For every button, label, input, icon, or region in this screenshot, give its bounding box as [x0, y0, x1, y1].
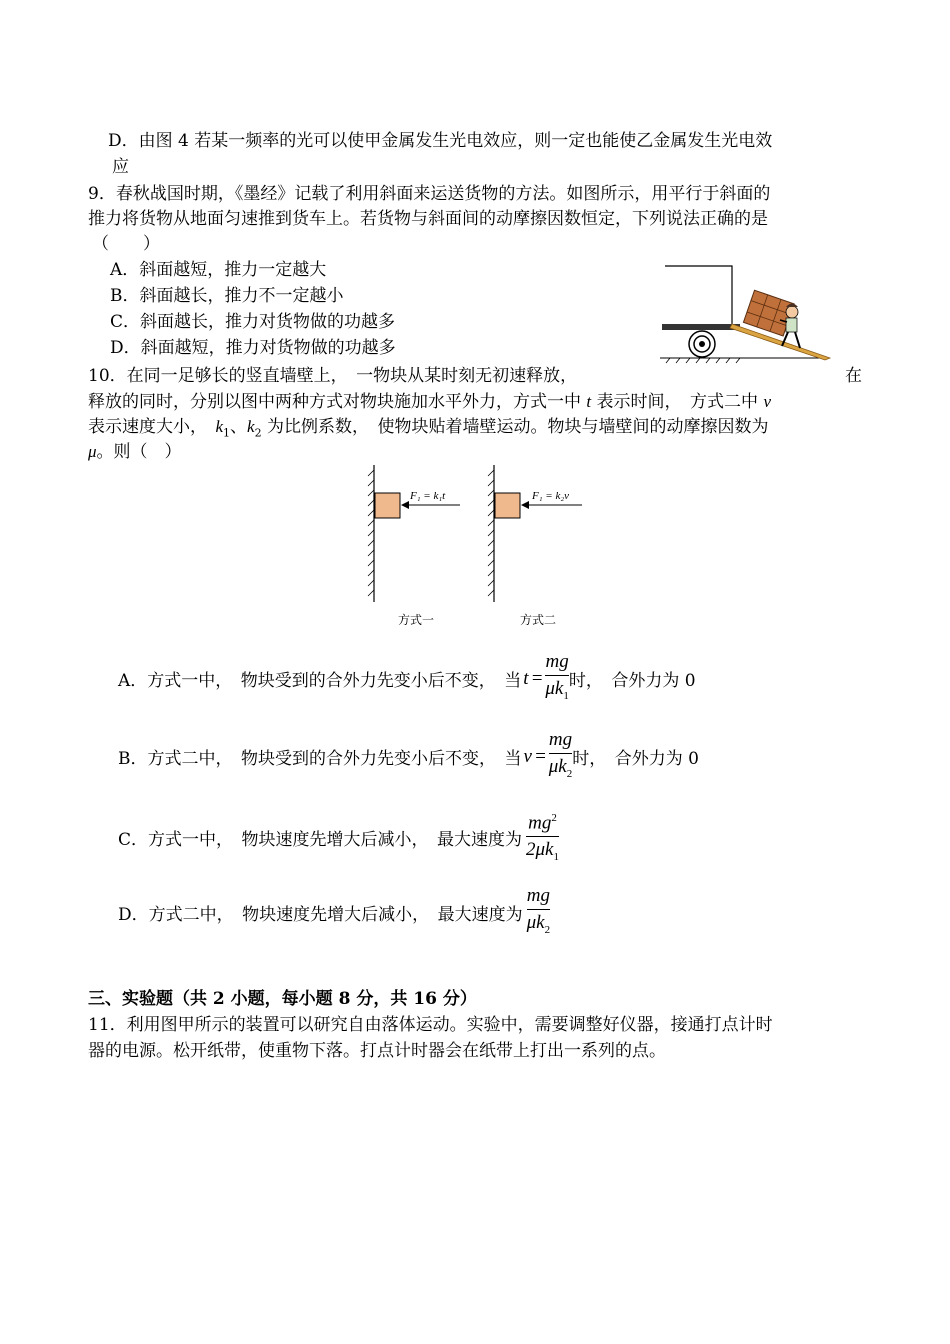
- force-label-two: F₁ = k₂v: [532, 490, 570, 502]
- caption-method-two: 方式二: [520, 613, 557, 627]
- q9-option-c: C．斜面越长，推力对货物做的功越多: [110, 312, 396, 332]
- q9-stem-line1: 9．春秋战国时期，《墨经》记载了利用斜面来运送货物的方法。如图所示，用平行于斜面的: [88, 184, 771, 204]
- caption-method-one: 方式一: [398, 613, 435, 627]
- q10-option-d: D．方式二中， 物块速度先增大后减小， 最大速度为 $\frac{mg}{\mu k_2}$: [118, 884, 550, 942]
- q10-stem-line4: μ。则（ ）: [88, 442, 182, 462]
- q10-option-b: B．方式二中， 物块受到的合外力先变小后不变， 当 v = $\frac{mg}{\mu k_2}$ 时， 合外力为 0: [118, 728, 699, 786]
- block-one: [375, 493, 400, 518]
- q9-stem-line2: 推力将货物从地面匀速推到货车上。若货物与斜面间的动摩擦因数恒定，下列说法正确的是: [88, 209, 768, 229]
- fraction-d: $\frac{mg}{\mu k_2}$: [526, 885, 551, 936]
- q10-stem-line2: 释放的同时，分别以图中两种方式对物块施加水平外力，方式一中 t 表示时间， 方式二中 v: [88, 392, 771, 412]
- q10-stem-line1-a: 10．在同一足够长的竖直墙壁上， 一物块从某时刻无初速释放，: [88, 366, 578, 386]
- q10-force-figure: [360, 462, 600, 632]
- q10-stem-line3: 表示速度大小， $k_1$、$k_2$ 为比例系数， 使物块贴着墙壁运动。物块与墙壁间的动摩擦因数为: [88, 417, 769, 440]
- q10-option-c: C．方式一中， 物块速度先增大后减小， 最大速度为 $\frac{mg^2}{2\mu k_1}$: [118, 806, 559, 869]
- section-3-title: 三、实验题（共 2 小题，每小题 8 分，共 16 分）: [88, 989, 477, 1009]
- q11-stem-line2: 器的电源。松开纸带，使重物下落。打点计时器会在纸带上打出一系列的点。: [88, 1041, 666, 1061]
- fraction-b: $\frac{mg}{\mu k_2}$: [548, 729, 573, 780]
- q9-option-b: B．斜面越长，推力不一定越小: [110, 286, 344, 306]
- wall-two-hatching: [488, 470, 494, 596]
- q11-stem-line1: 11．利用图甲所示的装置可以研究自由落体运动。实验中，需要调整好仪器，接通打点计时: [88, 1015, 773, 1035]
- wall-one-hatching: [368, 470, 374, 596]
- q9-answer-paren: （ ）: [92, 234, 160, 254]
- q9-option-d: D．斜面越短，推力对货物做的功越多: [110, 338, 396, 358]
- q9-ramp-figure: [660, 262, 860, 367]
- q8-option-d-line2: 应: [112, 157, 129, 177]
- q9-option-a: A．斜面越短，推力一定越大: [110, 260, 327, 280]
- block-two: [495, 493, 520, 518]
- q8-option-d-line1: D．由图 4 若某一频率的光可以使甲金属发生光电效应，则一定也能使乙金属发生光电效: [108, 131, 773, 151]
- fraction-c: $\frac{mg^2}{2\mu k_1}$: [526, 812, 559, 864]
- force-label-one: F₁ = k₁t: [410, 490, 446, 502]
- fraction-a: $\frac{mg}{\mu k_1}$: [545, 651, 569, 702]
- q10-stem-line1-b: 在: [845, 366, 862, 386]
- q10-option-a: A．方式一中， 物块受到的合外力先变小后不变， 当 t = $\frac{mg}{\mu k_1}$ 时， 合外力为 0: [118, 650, 696, 708]
